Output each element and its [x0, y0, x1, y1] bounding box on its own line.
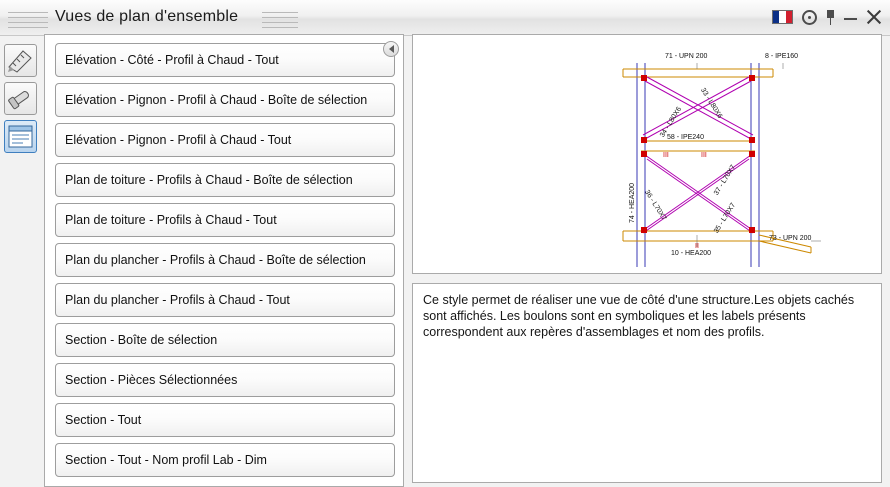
list-item[interactable]: Plan du plancher - Profils à Chaud - Boîte de sélection: [55, 243, 395, 277]
label-col-left: 74 - HEA200: [629, 182, 636, 223]
gear-icon[interactable]: [802, 10, 817, 25]
description-text: Ce style permet de réaliser une vue de côté d'une structure.Les objets cachés sont affichés. Les boulons sont en symboliques et les labels présents correspondent aux repères d'assemblages et nom des profils.: [412, 283, 882, 483]
list-item[interactable]: Elévation - Pignon - Profil à Chaud - Tout: [55, 123, 395, 157]
list-item[interactable]: Section - Tout - Nom profil Lab - Dim: [55, 443, 395, 477]
label-mark-a: III: [663, 152, 669, 159]
list-item[interactable]: Plan de toiture - Profils à Chaud - Boîte de sélection: [55, 163, 395, 197]
structure-drawing: [413, 35, 881, 273]
list-item[interactable]: Elévation - Côté - Profil à Chaud - Tout: [55, 43, 395, 77]
sidebar-item-views[interactable]: [4, 120, 37, 153]
list-item[interactable]: Elévation - Pignon - Profil à Chaud - Boîte de sélection: [55, 83, 395, 117]
list-item[interactable]: Plan de toiture - Profils à Chaud - Tout: [55, 203, 395, 237]
title-bar-controls: [772, 6, 882, 28]
close-icon[interactable]: [866, 9, 882, 25]
sidebar-item-measure[interactable]: [4, 44, 37, 77]
label-mid-right-diag: 37 - L70X7: [713, 163, 738, 197]
label-mark-c: II: [695, 243, 699, 250]
list-item[interactable]: Plan du plancher - Profils à Chaud - Tout: [55, 283, 395, 317]
minimize-icon[interactable]: [844, 12, 857, 23]
label-top-left: 71 - UPN 200: [665, 53, 708, 60]
collapse-panel-button[interactable]: [383, 41, 399, 57]
sidebar-rail: [0, 36, 42, 487]
label-top-right: 8 - IPE160: [765, 53, 799, 60]
label-left-diag: 34 - L80X6: [659, 105, 684, 139]
title-bar: [0, 0, 890, 36]
label-low-right-diag: 35 - L70X7: [713, 201, 738, 235]
list-item[interactable]: Section - Tout: [55, 403, 395, 437]
title-grip-left: [8, 8, 48, 27]
label-bottom-beam: 10 - HEA200: [671, 250, 712, 257]
french-flag-icon[interactable]: [772, 10, 793, 24]
label-low-left-diag: 36 - L70X7: [643, 189, 668, 222]
label-beam-mid: 58 - IPE240: [667, 134, 704, 141]
views-list-panel[interactable]: [44, 34, 404, 487]
views-list: [45, 35, 404, 487]
label-bottom-right: 73 - UPN 200: [769, 235, 812, 242]
list-item[interactable]: Section - Pièces Sélectionnées: [55, 363, 395, 397]
page-title: Vues de plan d'ensemble: [55, 8, 239, 25]
preview-panel: [412, 34, 882, 274]
label-right-diag: 33 - L80X6: [699, 87, 724, 120]
list-item[interactable]: Section - Boîte de sélection: [55, 323, 395, 357]
sidebar-item-bolt[interactable]: [4, 82, 37, 115]
label-mark-b: III: [701, 152, 707, 159]
title-grip-right: [262, 8, 298, 27]
pin-icon[interactable]: [826, 10, 835, 25]
